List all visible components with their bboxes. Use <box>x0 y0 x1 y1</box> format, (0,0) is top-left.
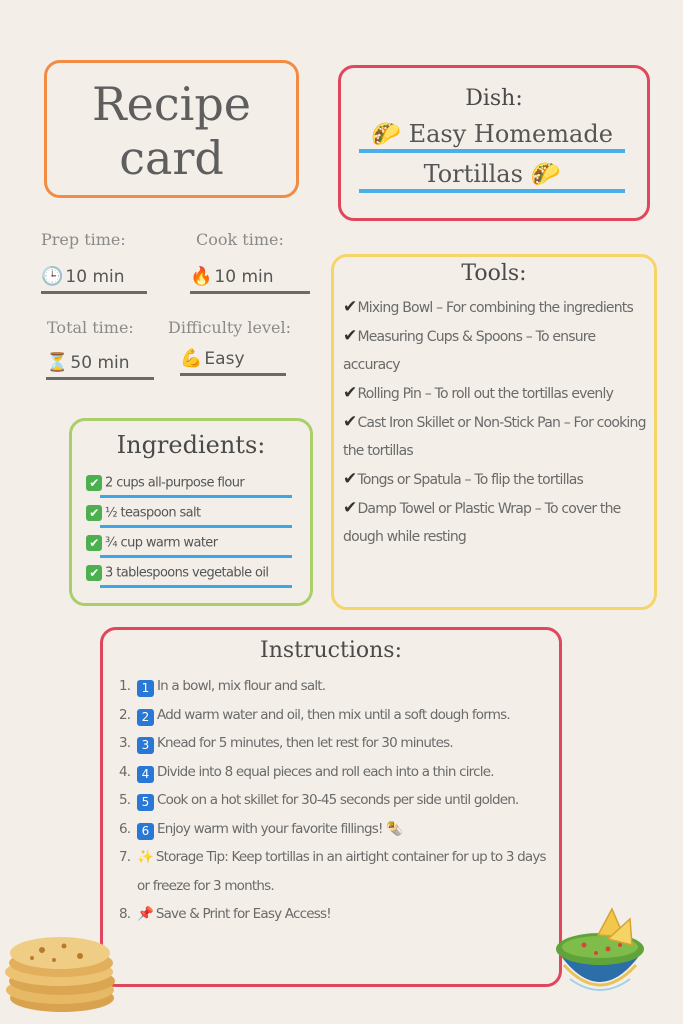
ingredients-title: Ingredients: <box>116 431 266 459</box>
ingredient-underline <box>100 495 292 498</box>
difficulty-value <box>180 348 286 376</box>
number-badge-icon: 4 <box>137 766 154 783</box>
dish-name-line1: 🌮 Easy Homemade <box>359 120 625 153</box>
tortilla-stack-icon <box>2 918 120 1018</box>
clock-icon: 🕒 <box>41 266 64 287</box>
total-time-text: 50 min <box>70 353 130 373</box>
flexed-bicep-icon: 💪 <box>180 348 203 369</box>
instructions-list <box>119 672 549 929</box>
instructions-title: Instructions: <box>260 638 402 663</box>
ingredients-list <box>86 475 298 595</box>
ingredients-box <box>69 418 313 606</box>
tools-list <box>343 293 648 551</box>
instruction-step: 7. ✨ Storage Tip: Keep tortillas in an airtight container for up to 3 days or freeze for 3 months. <box>119 849 546 894</box>
instruction-step: 4. 4 Divide into 8 equal pieces and roll each into a thin circle. <box>119 763 494 781</box>
cook-time-text: 10 min <box>214 267 274 287</box>
difficulty-text: Easy <box>204 349 245 369</box>
checkmark-icon: ✔ <box>343 297 357 317</box>
prep-time-text: 10 min <box>65 267 125 287</box>
instruction-step: 5. 5 Cook on a hot skillet for 30-45 seconds per side until golden. <box>119 792 519 809</box>
ingredient-underline <box>100 555 292 558</box>
total-time-value <box>46 352 154 380</box>
total-time-label: Total time: <box>47 318 134 337</box>
check-box-icon: ✔ <box>86 475 102 491</box>
number-badge-icon: 5 <box>137 794 154 811</box>
number-badge-icon: 6 <box>137 823 154 840</box>
hourglass-icon: ⏳ <box>46 352 69 373</box>
number-badge-icon: 3 <box>137 737 154 754</box>
tool-item: ✔Cast Iron Skillet or Non-Stick Pan – For cooking the tortillas <box>343 412 646 459</box>
cook-time-value <box>190 266 310 294</box>
checkmark-icon: ✔ <box>343 412 357 432</box>
instruction-step: 6. 6 Enjoy warm with your favorite fillings! 🌯 <box>119 820 403 838</box>
ingredient-underline <box>100 585 292 588</box>
prep-time-label: Prep time: <box>41 230 126 249</box>
tool-item: ✔Rolling Pin – To roll out the tortillas evenly <box>343 383 614 403</box>
pushpin-icon: 📌 <box>137 906 154 922</box>
sparkles-icon: ✨ <box>137 849 154 865</box>
checkmark-icon: ✔ <box>343 498 357 518</box>
cook-time-label: Cook time: <box>196 230 284 249</box>
check-box-icon: ✔ <box>86 505 102 521</box>
fire-icon: 🔥 <box>190 266 213 287</box>
checkmark-icon: ✔ <box>343 383 357 403</box>
instruction-step: 1. 1 In a bowl, mix flour and salt. <box>119 678 326 695</box>
ingredient-item: ✔ ½ teaspoon salt <box>86 505 298 535</box>
instruction-step: 2. 2 Add warm water and oil, then mix until a soft dough forms. <box>119 706 510 724</box>
instruction-step: 3. 3 Knead for 5 minutes, then let rest for 30 minutes. <box>119 735 453 752</box>
ingredient-item: ✔ 2 cups all-purpose flour <box>86 475 298 505</box>
tools-title: Tools: <box>461 261 527 286</box>
ingredient-item: ✔ 3 tablespoons vegetable oil <box>86 565 298 595</box>
prep-time-value <box>41 266 147 294</box>
check-box-icon: ✔ <box>86 535 102 551</box>
tools-box <box>331 254 657 610</box>
card-title-line2: card <box>119 131 224 185</box>
guacamole-bowl-icon <box>550 905 650 1011</box>
number-badge-icon: 2 <box>137 709 154 726</box>
recipe-card-title-box <box>44 60 299 198</box>
card-title-line1: Recipe <box>91 77 251 131</box>
instruction-step: 8. 📌 Save & Print for Easy Access! <box>119 906 331 922</box>
checkmark-icon: ✔ <box>343 469 357 489</box>
dish-label: Dish: <box>465 86 523 111</box>
number-badge-icon: 1 <box>137 680 154 697</box>
tool-item: ✔Damp Towel or Plastic Wrap – To cover the dough while resting <box>343 498 621 545</box>
dish-name-line2: Tortillas 🌮 <box>359 160 625 193</box>
difficulty-label: Difficulty level: <box>168 318 291 337</box>
tool-item: ✔Tongs or Spatula – To flip the tortillas <box>343 469 584 489</box>
checkmark-icon: ✔ <box>343 326 357 346</box>
check-box-icon: ✔ <box>86 565 102 581</box>
dish-box <box>338 65 650 221</box>
tool-item: ✔Measuring Cups & Spoons – To ensure accuracy <box>343 326 596 373</box>
tool-item: ✔Mixing Bowl – For combining the ingredients <box>343 297 633 317</box>
ingredient-underline <box>100 525 292 528</box>
ingredient-item: ✔ ¾ cup warm water <box>86 535 298 565</box>
instructions-box <box>100 627 562 987</box>
